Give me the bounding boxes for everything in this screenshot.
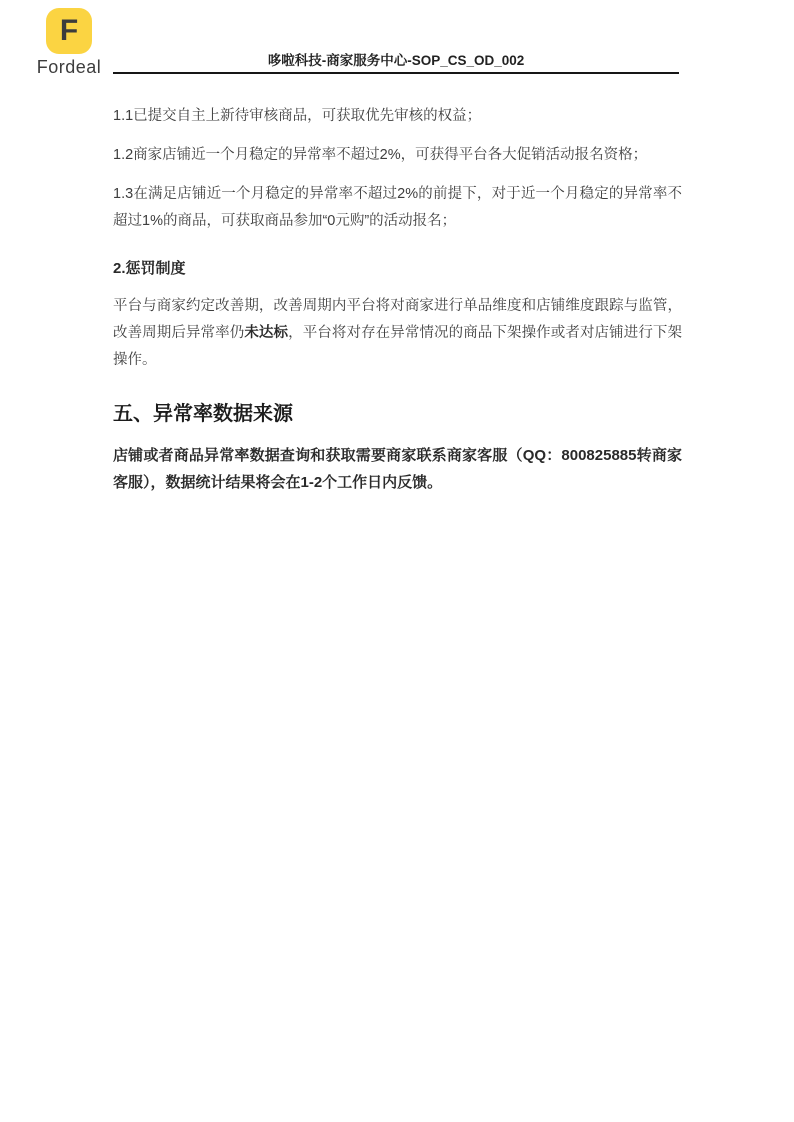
paragraph-benefit-1-1: 1.1已提交自主上新待审核商品，可获取优先审核的权益； [113, 108, 482, 124]
data-source-paragraph: 店铺或者商品异常率数据查询和获取需要商家联系商家客服（QQ：800825885转商家客服），数据统计结果将会在1-2个工作日内反馈。 [113, 447, 682, 491]
document-body [113, 103, 682, 496]
penalty-text-after: ，平台将对存在异常情况的商品下架操作或者对店铺进行下架操作。 [113, 325, 683, 368]
header-title: 哆啦科技-商家服务中心-SOP_CS_OD_002 [267, 53, 525, 68]
penalty-bold-term: 未达标 [244, 325, 289, 341]
document-header [113, 0, 679, 74]
penalty-paragraph [113, 293, 682, 374]
fordeal-logo-icon: F [46, 8, 92, 54]
paragraph-benefit-1-3: 1.3在满足店铺近一个月稳定的异常率不超过2%的前提下，对于近一个月稳定的异常率不超过1%的商品，可获取商品参加“0元购”的活动报名； [113, 186, 682, 229]
fordeal-wordmark: Fordeal [36, 57, 102, 77]
fordeal-logo [33, 8, 105, 78]
penalty-text-before: 平台与商家约定改善期，改善周期内平台将对商家进行单品维度和店铺维度跟踪与监管，改善周期后异常率仍 [113, 298, 682, 341]
penalty-heading: 2.惩罚制度 [113, 260, 186, 277]
section-heading-data-source: 五、异常率数据来源 [113, 403, 293, 425]
paragraph-benefit-1-2: 1.2商家店铺近一个月稳定的异常率不超过2%，可获得平台各大促销活动报名资格； [113, 147, 648, 163]
